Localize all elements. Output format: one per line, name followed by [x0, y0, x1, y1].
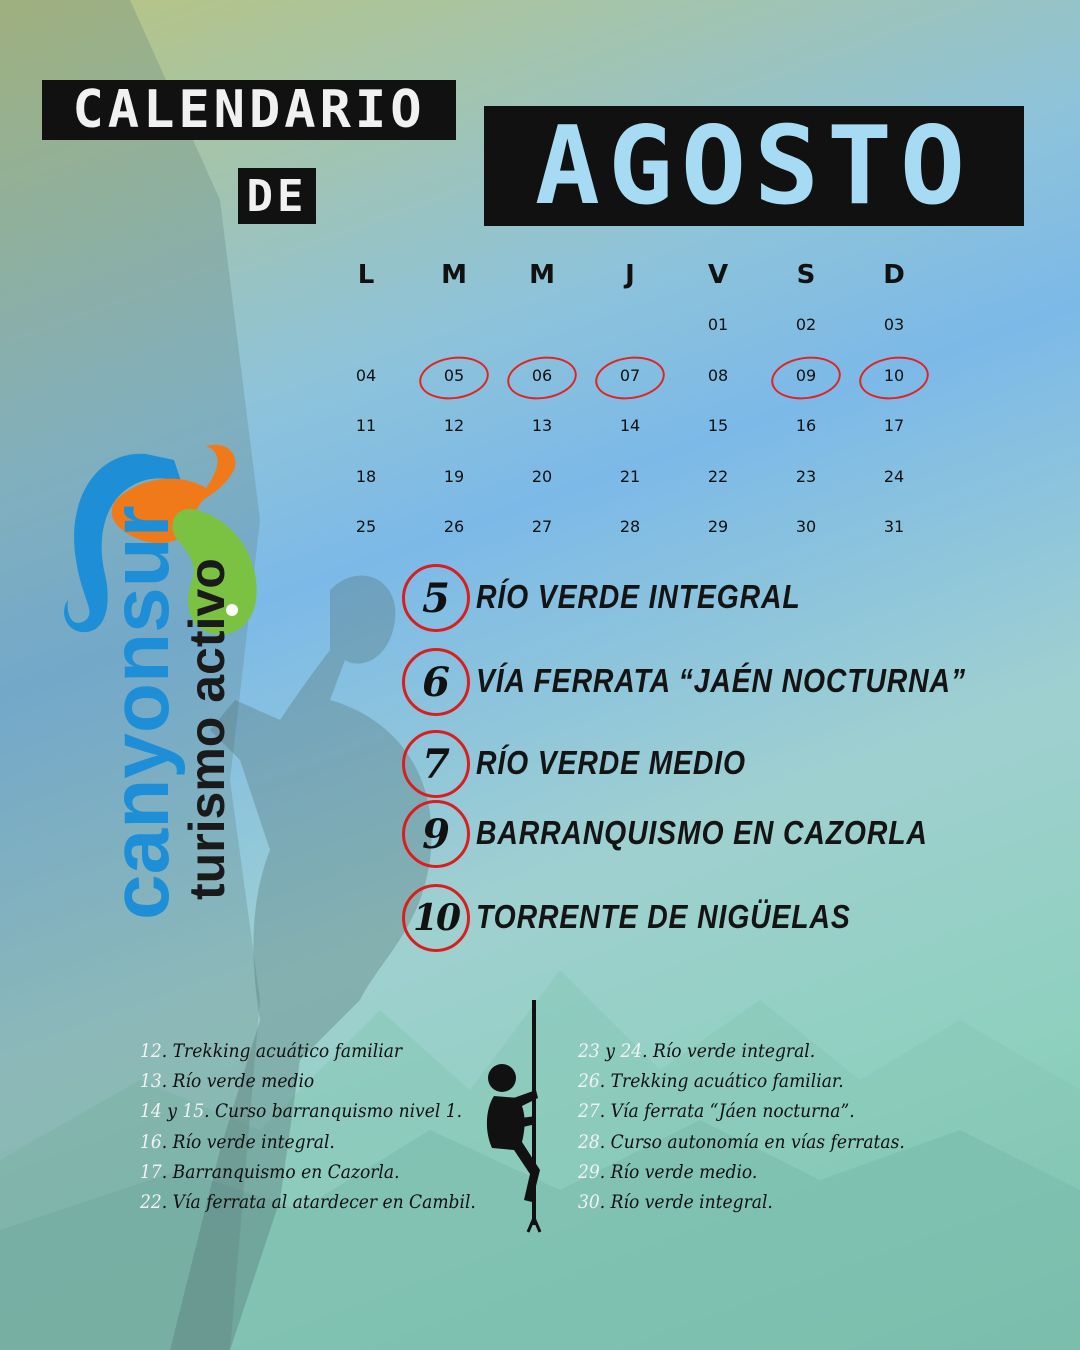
title-de: DE	[238, 168, 316, 224]
activity-day: 24	[620, 1040, 643, 1062]
activity-text: . Vía ferrata “Jáen nocturna”.	[599, 1100, 855, 1123]
weekday-label: L	[357, 260, 375, 290]
activity-item	[578, 1187, 905, 1217]
calendar-day: 04	[355, 365, 377, 385]
calendar-week-row	[322, 351, 938, 402]
activity-text: y	[599, 1040, 621, 1062]
activity-item	[140, 1096, 476, 1126]
calendar-day: 26	[443, 517, 465, 536]
highlight-label: RÍO VERDE MEDIO	[476, 744, 746, 781]
calendar-grid	[322, 300, 938, 553]
calendar-day: 13	[531, 416, 553, 435]
activity-day: 17	[140, 1160, 162, 1183]
activity-text: . Río verde integral.	[599, 1190, 773, 1213]
activity-day: 27	[578, 1100, 600, 1123]
circled-day-number: 7	[402, 730, 470, 798]
weekday-label: M	[529, 260, 555, 290]
highlight-item	[400, 884, 1040, 956]
calendar-day: 24	[883, 466, 905, 486]
highlight-label: TORRENTE DE NIGÜELAS	[476, 898, 851, 935]
calendar-day: 25	[355, 517, 377, 536]
highlight-item	[400, 800, 1040, 872]
weekday-label: M	[441, 260, 467, 290]
activity-item	[578, 1127, 905, 1157]
calendar-day: 05	[410, 351, 498, 402]
weekday-header	[322, 250, 938, 300]
calendar-day: 30	[795, 517, 817, 536]
activity-text: . Río verde medio	[161, 1070, 315, 1093]
activity-day: 15	[182, 1100, 205, 1123]
activity-day: 16	[140, 1130, 162, 1153]
activity-text: . Río verde integral.	[161, 1130, 335, 1153]
title-month: AGOSTO	[484, 106, 1024, 226]
calendar-week-row	[322, 401, 938, 452]
activity-day: 13	[140, 1070, 162, 1093]
calendar-day: 21	[619, 466, 641, 486]
calendar-week-row	[322, 502, 938, 553]
activity-text: . Río verde integral.	[642, 1040, 816, 1062]
circled-day-number: 6	[402, 648, 470, 716]
calendar-day: 10	[850, 351, 938, 402]
weekday-label: S	[796, 260, 816, 290]
activity-item	[140, 1036, 476, 1066]
calendar-day: 20	[531, 466, 553, 486]
activity-day: 23	[578, 1040, 600, 1062]
activity-item	[578, 1157, 905, 1187]
calendar-day: 28	[619, 517, 641, 536]
calendar-empty-cell	[410, 300, 498, 351]
activity-item	[140, 1127, 476, 1157]
circled-day-number: 10	[402, 884, 470, 952]
calendar-empty-cell	[498, 300, 586, 351]
activity-day: 14	[140, 1100, 162, 1123]
calendar-week-row	[322, 300, 938, 351]
calendar-empty-cell	[586, 300, 674, 351]
calendar-empty-cell	[322, 300, 410, 351]
calendar-day: 09	[762, 351, 850, 402]
circled-day-number: 5	[402, 564, 470, 632]
calendar-day: 31	[883, 517, 905, 536]
calendar-day: 01	[707, 315, 729, 334]
title-calendario: CALENDARIO	[42, 80, 456, 140]
highlight-item	[400, 730, 1040, 802]
activity-text: . Curso autonomía en vías ferratas.	[599, 1130, 905, 1153]
calendar-day: 29	[707, 517, 729, 536]
calendar-day: 19	[443, 466, 465, 486]
calendar-day: 14	[619, 416, 641, 435]
calendar-day: 15	[707, 416, 729, 435]
calendar-day: 06	[498, 351, 586, 402]
logo-tagline-text: turismo activo	[179, 558, 235, 900]
calendar-day: 08	[707, 365, 729, 385]
activity-text: . Trekking acuático familiar	[161, 1040, 403, 1062]
activity-day: 30	[578, 1190, 600, 1213]
circled-day-number: 9	[402, 800, 470, 868]
highlight-label: RÍO VERDE INTEGRAL	[476, 578, 801, 615]
activity-day: 29	[578, 1160, 600, 1183]
calendar-day: 27	[531, 517, 553, 536]
calendar-day: 07	[586, 351, 674, 402]
activity-text: . Vía ferrata al atardecer en Cambil.	[161, 1190, 476, 1213]
activities-list-right	[578, 1036, 941, 1217]
calendar-week-row	[322, 452, 938, 503]
highlight-item	[400, 648, 1040, 720]
activity-text: . Río verde medio.	[599, 1160, 758, 1183]
month-calendar	[322, 250, 938, 553]
calendar-day: 16	[795, 416, 817, 435]
calendar-day: 17	[883, 416, 905, 435]
calendar-day: 22	[707, 466, 729, 486]
calendar-day: 02	[795, 315, 817, 334]
activity-day: 22	[140, 1190, 162, 1213]
activity-item	[140, 1157, 476, 1187]
calendar-day: 23	[795, 466, 817, 486]
activity-item	[578, 1066, 905, 1096]
activity-item	[140, 1066, 476, 1096]
activity-item	[578, 1096, 905, 1126]
weekday-label: J	[625, 260, 635, 290]
activity-item	[140, 1187, 476, 1217]
calendar-day: 18	[355, 466, 377, 486]
canyonsur-logo	[56, 440, 276, 930]
highlight-item	[400, 564, 1040, 636]
activity-day: 26	[578, 1070, 600, 1093]
logo-brand-text: canyonsur	[95, 505, 186, 920]
activity-text: . Trekking acuático familiar.	[599, 1070, 844, 1093]
activity-day: 28	[578, 1130, 600, 1153]
activity-text: y	[161, 1100, 183, 1123]
calendar-day: 03	[883, 315, 905, 334]
activity-item	[578, 1036, 905, 1066]
activity-text: . Curso barranquismo nivel 1.	[204, 1100, 463, 1123]
highlight-label: VÍA FERRATA “JAÉN NOCTURNA”	[476, 662, 966, 699]
highlight-label: BARRANQUISMO EN CAZORLA	[476, 814, 928, 851]
rope-climber-icon	[478, 1000, 558, 1235]
activities-list-left	[140, 1036, 513, 1217]
activity-text: . Barranquismo en Cazorla.	[161, 1160, 400, 1183]
weekday-label: D	[883, 260, 905, 290]
weekday-label: V	[707, 260, 729, 290]
calendar-day: 11	[355, 416, 377, 435]
calendar-day: 12	[443, 416, 465, 435]
activity-day: 12	[140, 1040, 162, 1062]
